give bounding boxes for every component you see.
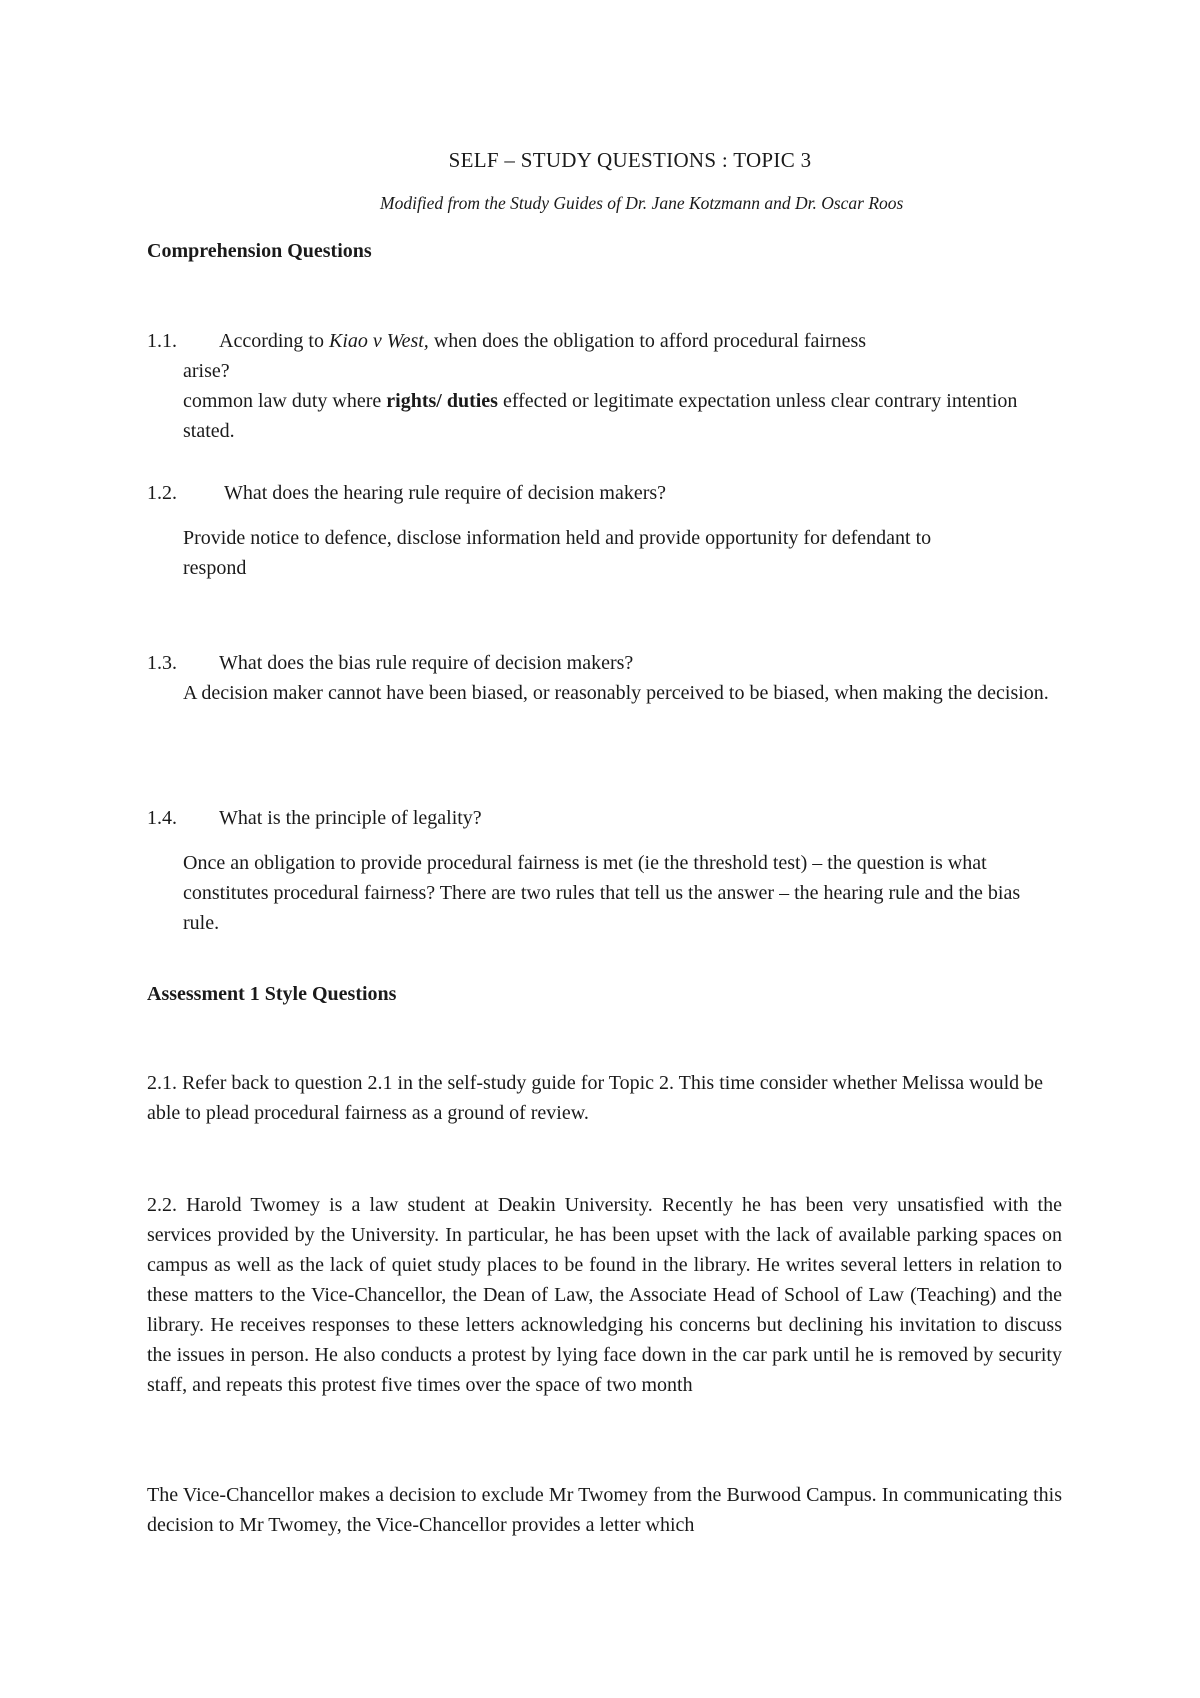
assessment-question-2-2: 2.2. Harold Twomey is a law student at Deakin University. Recently he has been very unsatisfied with the services provided by the University. In particular, he has been upset with the lack of available parking spaces on campus as well as the lack of quiet study places to be found in the library. He writes several letters in relation to these matters to the Vice-Chancellor, the Dean of Law, the Associate Head of School of Law (Teaching) and the library. He receives responses to these letters acknowledging his concerns but declining his invitation to discuss the issues in person. He also conducts a protest by lying face down in the car park until he is removed by security staff, and repeats this protest five times over the space of two month xyxy=(147,1194,1062,1396)
comprehension-heading: Comprehension Questions xyxy=(147,240,372,262)
question-number: 1.2. xyxy=(147,482,177,504)
answer-emphasis: rights/ duties xyxy=(386,390,498,412)
case-name: Kiao v West, xyxy=(328,330,429,352)
question-text: What is the principle of legality? xyxy=(219,807,482,829)
question-number: 1.1. xyxy=(147,330,177,352)
question-text: What does the hearing rule require of decision makers? xyxy=(224,482,667,504)
question-number: 1.3. xyxy=(147,652,177,674)
question-text: According to Kiao v West, when does the obligation to afford procedural fairness xyxy=(219,330,867,352)
answer-1-2: Provide notice to defence, disclose information held and provide opportunity for defendant to respond xyxy=(183,527,932,579)
assessment-heading: Assessment 1 Style Questions xyxy=(147,983,397,1005)
answer-1-4: Once an obligation to provide procedural fairness is met (ie the threshold test) – the question is what constitutes procedural fairness? There are two rules that tell us the answer – the hearing rule and the bias rule. xyxy=(183,852,1021,934)
answer-1-1: common law duty where rights/ duties effected or legitimate expectation unless clear contrary intention stated. xyxy=(183,390,1018,442)
document-title: SELF – STUDY QUESTIONS : TOPIC 3 xyxy=(448,148,812,172)
answer-1-3: A decision maker cannot have been biased, or reasonably perceived to be biased, when making the decision. xyxy=(183,682,1049,704)
assessment-question-2-1: 2.1. Refer back to question 2.1 in the self-study guide for Topic 2. This time consider whether Melissa would be able to plead procedural fairness as a ground of review. xyxy=(147,1072,1044,1124)
document-subtitle: Modified from the Study Guides of Dr. Jane Kotzmann and Dr. Oscar Roos xyxy=(380,193,904,213)
question-text: What does the bias rule require of decision makers? xyxy=(219,652,634,674)
question-number: 1.4. xyxy=(147,807,177,829)
assessment-question-2-2-continued: The Vice-Chancellor makes a decision to exclude Mr Twomey from the Burwood Campus. In communicating this decision to Mr Twomey, the Vice-Chancellor provides a letter which xyxy=(147,1484,1062,1536)
question-text-continued: arise? xyxy=(183,360,230,382)
